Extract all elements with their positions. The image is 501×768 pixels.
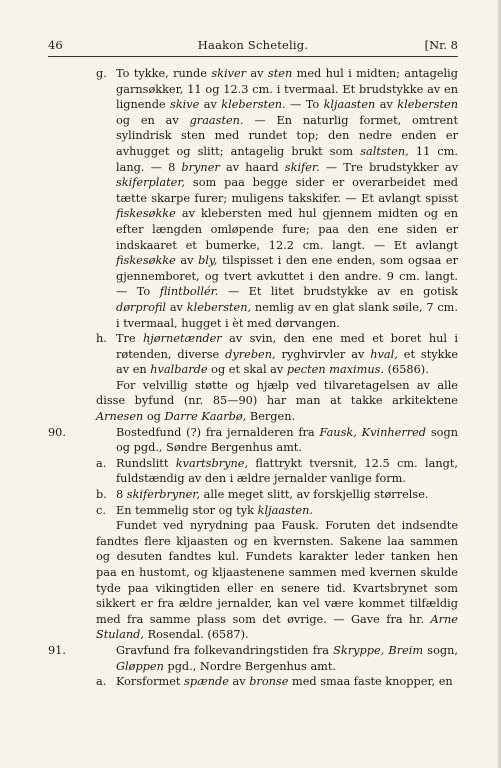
text: og et skal av	[207, 363, 287, 377]
italic-text: bronse	[249, 675, 289, 689]
text: En temmelig stor og tyk	[116, 503, 258, 517]
running-header	[48, 38, 458, 56]
text: av klebersten med hul gjennem midten og en efter længden omløpende fure; paa den ene siden er indskaaret et bumerke, 12.2 cm. langt. — Et avlangt	[116, 207, 458, 252]
text: — Tre brudstykker av	[319, 160, 458, 174]
italic-text: klebersten.	[221, 98, 286, 112]
entry-number: 91.	[48, 643, 66, 657]
item-label: c.	[96, 503, 106, 517]
text: Gravfund fra folkevandringstiden fra	[116, 643, 334, 657]
italic-text: spænde	[184, 675, 229, 689]
text: Fundet ved nyrydning paa Fausk. Foruten det indsendte fandtes flere kljaasten og en kvernsten. Sakene laa sammen og desuten fandtes kul. Fundets karakter leder tanken hen paa en hustomt, og kljaastenene sammen med kvernen skulde tyde paa vikingtiden eller en senere tid. Kvartsbrynet som sikkert er fra ældre jernalder, kan vel være kommet tilfældig med fra samme plass som det øvrige. — Gave fra hr.	[96, 519, 458, 626]
series-number: [Nr. 8	[424, 38, 458, 52]
italic-text: Gløppen	[116, 659, 164, 673]
text: Tre	[116, 332, 143, 346]
text: sogn og pgd., Søndre Bergenhus amt.	[116, 425, 458, 455]
item-90a	[48, 456, 458, 487]
italic-text: Fausk, Kvinherred	[319, 425, 427, 439]
item-90b	[48, 487, 458, 503]
text: og	[143, 410, 165, 424]
text: som paa begge sider er overarbeidet med tætte skarpe furer; muligens takskifer. — Et avlangt spisst	[116, 176, 458, 205]
italic-text: hval,	[370, 347, 398, 361]
italic-text: flintbollér.	[159, 285, 219, 299]
text: — En naturlig formet, omtrent sylindrisk sten med rundet top; den nedre enden er avhugget og slitt; antagelig brukt som	[116, 113, 458, 158]
page-number: 46	[48, 38, 63, 52]
italic-text: kljaasten	[323, 98, 376, 112]
text: av	[199, 98, 222, 112]
entry-90	[48, 425, 458, 456]
italic-text: klebersten	[397, 98, 458, 112]
italic-text: skifer.	[284, 160, 320, 174]
item-h	[48, 331, 458, 378]
item-label: a.	[96, 456, 107, 470]
text: 8	[116, 488, 127, 502]
text: To tykke, runde	[116, 67, 212, 80]
text: 11 cm. lang. — 8	[116, 144, 458, 174]
text: og en av	[116, 113, 190, 127]
item-90c	[48, 503, 458, 519]
italic-text: kljaasten.	[257, 503, 313, 517]
italic-text: skiferbryner,	[126, 488, 201, 502]
text: pgd., Nordre Bergenhus amt.	[163, 659, 337, 673]
text: av	[175, 254, 199, 268]
italic-text: Arnesen	[96, 410, 144, 424]
italic-text: skiferplater,	[116, 176, 186, 190]
text: med hul i midten; antagelig garnsøkker, 11 og 12.3 cm. i tvermaal. Et brudstykke av en lignende	[116, 67, 458, 112]
italic-text: bryner	[181, 160, 220, 174]
entry-91	[48, 643, 458, 674]
item-label: a.	[96, 675, 107, 689]
text: — To	[285, 98, 324, 112]
text: nemlig av en glat slank søile, 7 cm. i tvermaal, hugget i èt med dørvangen.	[116, 300, 458, 330]
text: av	[228, 675, 250, 689]
italic-text: hvalbarde	[150, 363, 208, 377]
text: av	[246, 67, 268, 80]
text: et stykke av en	[116, 347, 459, 377]
italic-text: kvartsbryne,	[175, 456, 249, 470]
running-title: Haakon Schetelig.	[197, 38, 309, 52]
text: Korsformet	[116, 675, 185, 689]
item-label: b.	[96, 488, 107, 502]
item-label: g.	[96, 67, 107, 80]
text: For velvillig støtte og hjælp ved tilvaretagelsen av alle disse byfund (nr. 85—90) har man at takke arkitektene	[96, 378, 458, 408]
text: tilspisset i den ene enden, som ogsaa er gjennemboret, og tvert avkuttet i den andre. 9 cm. langt. — To	[116, 254, 458, 299]
italic-text: sten	[267, 67, 293, 80]
text: (6586).	[384, 363, 429, 377]
italic-text: bly,	[198, 254, 218, 268]
italic-text: skive	[170, 98, 200, 112]
text: flattrykt tversnit, 12.5 cm. langt, fuldstændig av den i ældre jernalder vanlige form.	[116, 456, 458, 486]
find-description-paragraph	[48, 518, 458, 643]
page-body	[48, 66, 458, 690]
italic-text: pecten maximus.	[286, 363, 385, 377]
text: Bostedfund (?) fra jernalderen fra	[116, 425, 320, 439]
item-91a	[48, 674, 458, 690]
italic-text: skiver	[211, 67, 247, 80]
text: av	[166, 300, 187, 314]
italic-text: graasten.	[189, 113, 244, 127]
text: alle meget slitt, av forskjellig størrelse.	[200, 488, 429, 502]
italic-text: saltsten,	[360, 144, 409, 158]
text: av svin, den ene med et boret hul i røtenden, diverse	[116, 332, 458, 361]
text: Rosendal. (6587).	[144, 628, 249, 642]
entry-number: 90.	[48, 425, 66, 439]
text: Bergen.	[246, 410, 296, 424]
italic-text: fiskesøkke	[116, 254, 176, 268]
text: Rundslitt	[116, 456, 176, 470]
text: av	[375, 98, 398, 112]
header-rule	[48, 56, 458, 57]
italic-text: dørprofil	[116, 300, 167, 314]
italic-text: Arne Stuland,	[96, 612, 458, 642]
italic-text: fiskesøkke	[116, 207, 176, 221]
italic-text: dyreben,	[225, 347, 276, 361]
text: av haard	[219, 160, 285, 174]
italic-text: Darre Kaarbø,	[164, 410, 247, 424]
item-g	[48, 66, 458, 331]
text: med smaa faste knopper, en	[288, 675, 453, 689]
text: sogn,	[423, 643, 458, 657]
italic-text: hjørnetænder	[143, 332, 222, 346]
item-label: h.	[96, 332, 107, 346]
text: ryghvirvler av	[275, 347, 371, 361]
text: — Et litet brudstykke av en gotisk	[218, 285, 458, 299]
italic-text: Skryppe, Breim	[333, 643, 424, 657]
acknowledgement-paragraph	[48, 378, 458, 425]
italic-text: klebersten,	[186, 300, 252, 314]
